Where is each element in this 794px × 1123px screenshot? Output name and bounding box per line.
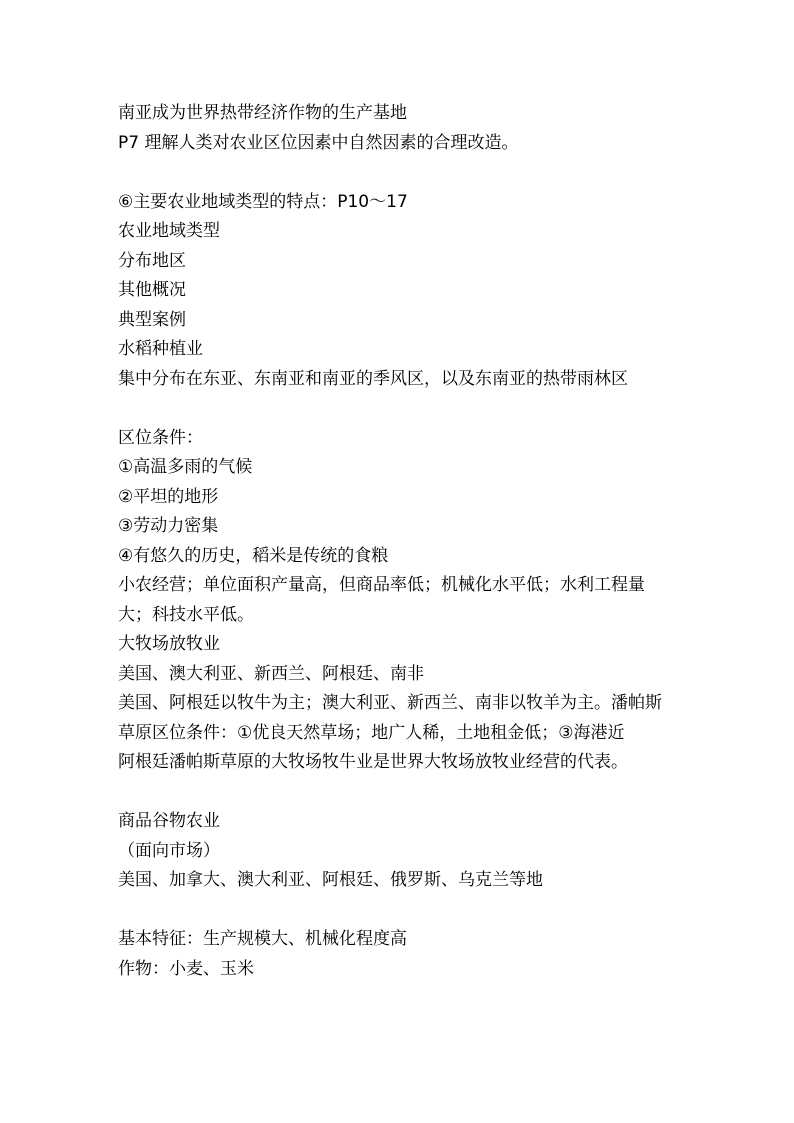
text-line: 区位条件： xyxy=(118,427,203,448)
text-line: 集中分布在东亚、东南亚和南亚的季风区，以及东南亚的热带雨林区 xyxy=(118,368,628,389)
text-line: 农业地域类型 xyxy=(118,221,220,241)
text-line: 阿根廷潘帕斯草原的大牧场牧牛业是世界大牧场放牧业经营的代表。 xyxy=(118,752,628,772)
text-line: 南亚成为世界热带经济作物的生产基地 xyxy=(118,103,407,123)
text-line: 商品谷物农业 xyxy=(118,811,220,831)
text-paragraph: 小农经营；单位面积产量高，但商品率低；机械化水平低；水利工程量大；科技水平低。 xyxy=(118,575,645,625)
list-item: ②平坦的地形 xyxy=(118,486,219,507)
text-line: 美国、加拿大、澳大利亚、阿根廷、俄罗斯、乌克兰等地 xyxy=(118,870,543,890)
text-line: 其他概况 xyxy=(118,280,186,300)
text-line: 典型案例 xyxy=(118,309,186,330)
section-heading: ⑥主要农业地域类型的特点：P10～17 xyxy=(118,191,408,212)
document-body xyxy=(118,99,678,984)
text-line: P7 理解人类对农业区位因素中自然因素的合理改造。 xyxy=(118,132,519,153)
text-line: 大牧场放牧业 xyxy=(118,634,220,654)
text-line: 基本特征：生产规模大、机械化程度高 xyxy=(118,929,407,949)
text-line: 作物：小麦、玉米 xyxy=(118,958,254,979)
blank-line xyxy=(118,778,678,808)
text-line: 分布地区 xyxy=(118,250,186,271)
text-line: 美国、澳大利亚、新西兰、阿根廷、南非 xyxy=(118,663,424,684)
list-item: ①高温多雨的气候 xyxy=(118,457,253,477)
blank-line xyxy=(118,394,678,424)
text-line: 水稻种植业 xyxy=(118,339,203,359)
blank-line xyxy=(118,896,678,926)
list-item: ④有悠久的历史，稻米是传统的食粮 xyxy=(118,545,389,566)
text-line: （面向市场） xyxy=(118,840,220,861)
blank-line xyxy=(118,158,678,188)
list-item: ③劳动力密集 xyxy=(118,516,219,536)
text-paragraph: 美国、阿根廷以牧牛为主；澳大利亚、新西兰、南非以牧羊为主。潘帕斯草原区位条件：①优良天然草场；地广人稀，土地租金低；③海港近 xyxy=(118,693,662,743)
